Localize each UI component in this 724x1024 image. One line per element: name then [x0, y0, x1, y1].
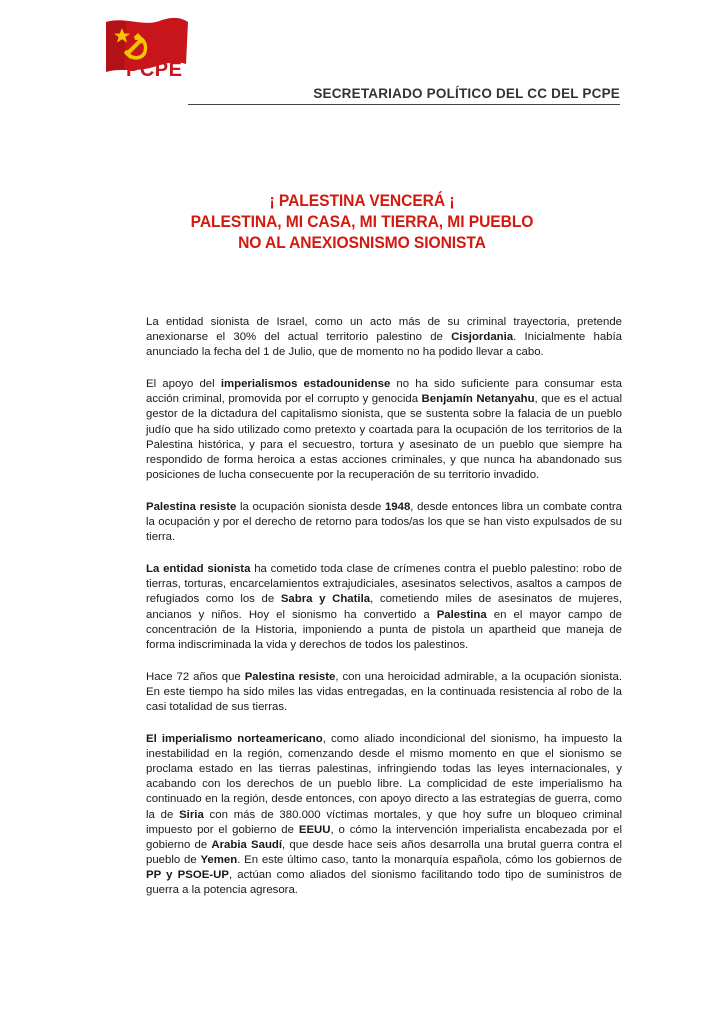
paragraph-text: , que desde hace seis años desarrolla una brutal guerra contra el pueblo de	[146, 838, 622, 866]
paragraph-text: , con una heroicidad admirable, a la ocupación sionista. En este tiempo ha sido miles las vidas entregadas, en la continuada resistencia al robo de la casi totalidad de sus tierras.	[146, 670, 623, 713]
bold-text: Sabra y Chatila	[280, 593, 371, 606]
headline	[104, 190, 620, 253]
headline-line-2: PALESTINA, MI CASA, MI TIERRA, MI PUEBLO	[190, 212, 534, 231]
paragraph-text: , cometiendo miles de asesinatos de mujeres, ancianos y niños. Hoy el sionismo ha convertido a	[146, 593, 622, 621]
bold-text: Siria	[179, 808, 204, 821]
paragraph-text: no ha sido suficiente para consumar esta acción criminal, promovida por el corrupto y genocida	[146, 378, 623, 406]
paragraph	[146, 562, 622, 653]
bold-text: Palestina	[436, 608, 487, 621]
paragraph-text: El apoyo del	[146, 378, 221, 391]
paragraph-text: , que es el actual gestor de la dictadura del capitalismo sionista, que se sustenta sobre la falacia de un pueblo judío que ha sido utilizado como pretexto y coartada para la ocupación de los territorios de la Palestina histórica, y para el secuestro, tortura y asesinato de un pueblo que siempre ha respondido de forma heroica a estas acciones criminales, y que nunca ha abandonado sus posiciones de lucha consecuente por la recuperación de su territorio invadido.	[146, 393, 622, 481]
bold-text: Arabia Saudí	[211, 838, 283, 851]
header-divider	[188, 104, 620, 105]
paragraph	[146, 315, 622, 360]
paragraph-text: con más de 380.000 víctimas mortales, y que hoy sufre un bloqueo criminal impuesto por el gobierno de	[146, 808, 622, 836]
bold-text: Palestina resiste	[244, 670, 336, 683]
paragraph-text: , actúan como aliados del sionismo facilitando todo tipo de suministros de guerra a la potencia agresora.	[146, 868, 622, 896]
paragraph-text: , como aliado incondicional del sionismo, ha impuesto la inestabilidad en la región, comenzando desde el mismo momento en que el sionismo se proclama estado en las tierras palestinas, infringiendo todas las leyes internacionales, y acabando con los derechos de un pueblo libre. La complicidad de este imperialismo ha continuado en la región, desde entonces, con apoyo directo a las estrategias de guerra, como la de	[146, 733, 622, 821]
bold-text: Yemen	[200, 853, 238, 866]
bold-text: EEUU	[298, 823, 331, 836]
bold-text: 1948	[384, 500, 411, 513]
headline-line-1: ¡ PALESTINA VENCERÁ ¡	[269, 191, 455, 210]
document-body	[146, 315, 622, 915]
paragraph-text: , desde entonces libra un combate contra la ocupación y por el derecho de retorno para todos/as los que se han visto expulsados de su tierra.	[146, 500, 622, 544]
paragraph-text: , o cómo la intervención imperialista encabezada por el gobierno de	[146, 823, 622, 851]
bold-text: imperialismos estadounidense	[220, 378, 391, 391]
paragraph	[146, 377, 622, 483]
paragraph	[146, 500, 622, 545]
paragraph	[146, 732, 622, 898]
bold-text: Benjamín Netanyahu	[421, 393, 535, 406]
paragraph-text: Hace 72 años que	[146, 670, 245, 683]
bold-text: El imperialismo norteamericano	[146, 733, 323, 746]
paragraph-text: ha cometido toda clase de crímenes contra el pueblo palestino: robo de tierras, torturas, encarcelamientos extrajudiciales, asesinatos selectivos, asaltos a campos de refugiados como los de	[146, 563, 622, 606]
bold-text: La entidad sionista	[146, 563, 251, 576]
headline-line-3: NO AL ANEXIOSNISMO SIONISTA	[238, 233, 486, 252]
header-title: SECRETARIADO POLÍTICO DEL CC DEL PCPE	[313, 86, 620, 101]
paragraph-text: . Inicialmente había anunciado la fecha del 1 de Julio, que de momento no ha podido llevar a cabo.	[146, 331, 622, 359]
bold-text: Cisjordania	[451, 331, 514, 344]
paragraph-text: en el mayor campo de concentración de la Historia, imponiendo a punta de pistola un apartheid que maneja de forma indiscriminada la vida y derechos de todos los palestinos.	[146, 608, 622, 651]
paragraph-text: la ocupación sionista desde	[236, 500, 385, 513]
bold-text: PP y PSOE-UP	[146, 868, 229, 881]
paragraph	[146, 670, 622, 715]
paragraph-text: . En este último caso, tanto la monarquía española, cómo los gobiernos de	[237, 853, 622, 866]
bold-text: Palestina resiste	[146, 500, 237, 513]
logo-text: PCPE	[126, 59, 183, 81]
paragraph-text: La entidad sionista de Israel, como un acto más de su criminal trayectoria, pretende anexionarse el 30% del actual territorio palestino de	[146, 316, 622, 344]
